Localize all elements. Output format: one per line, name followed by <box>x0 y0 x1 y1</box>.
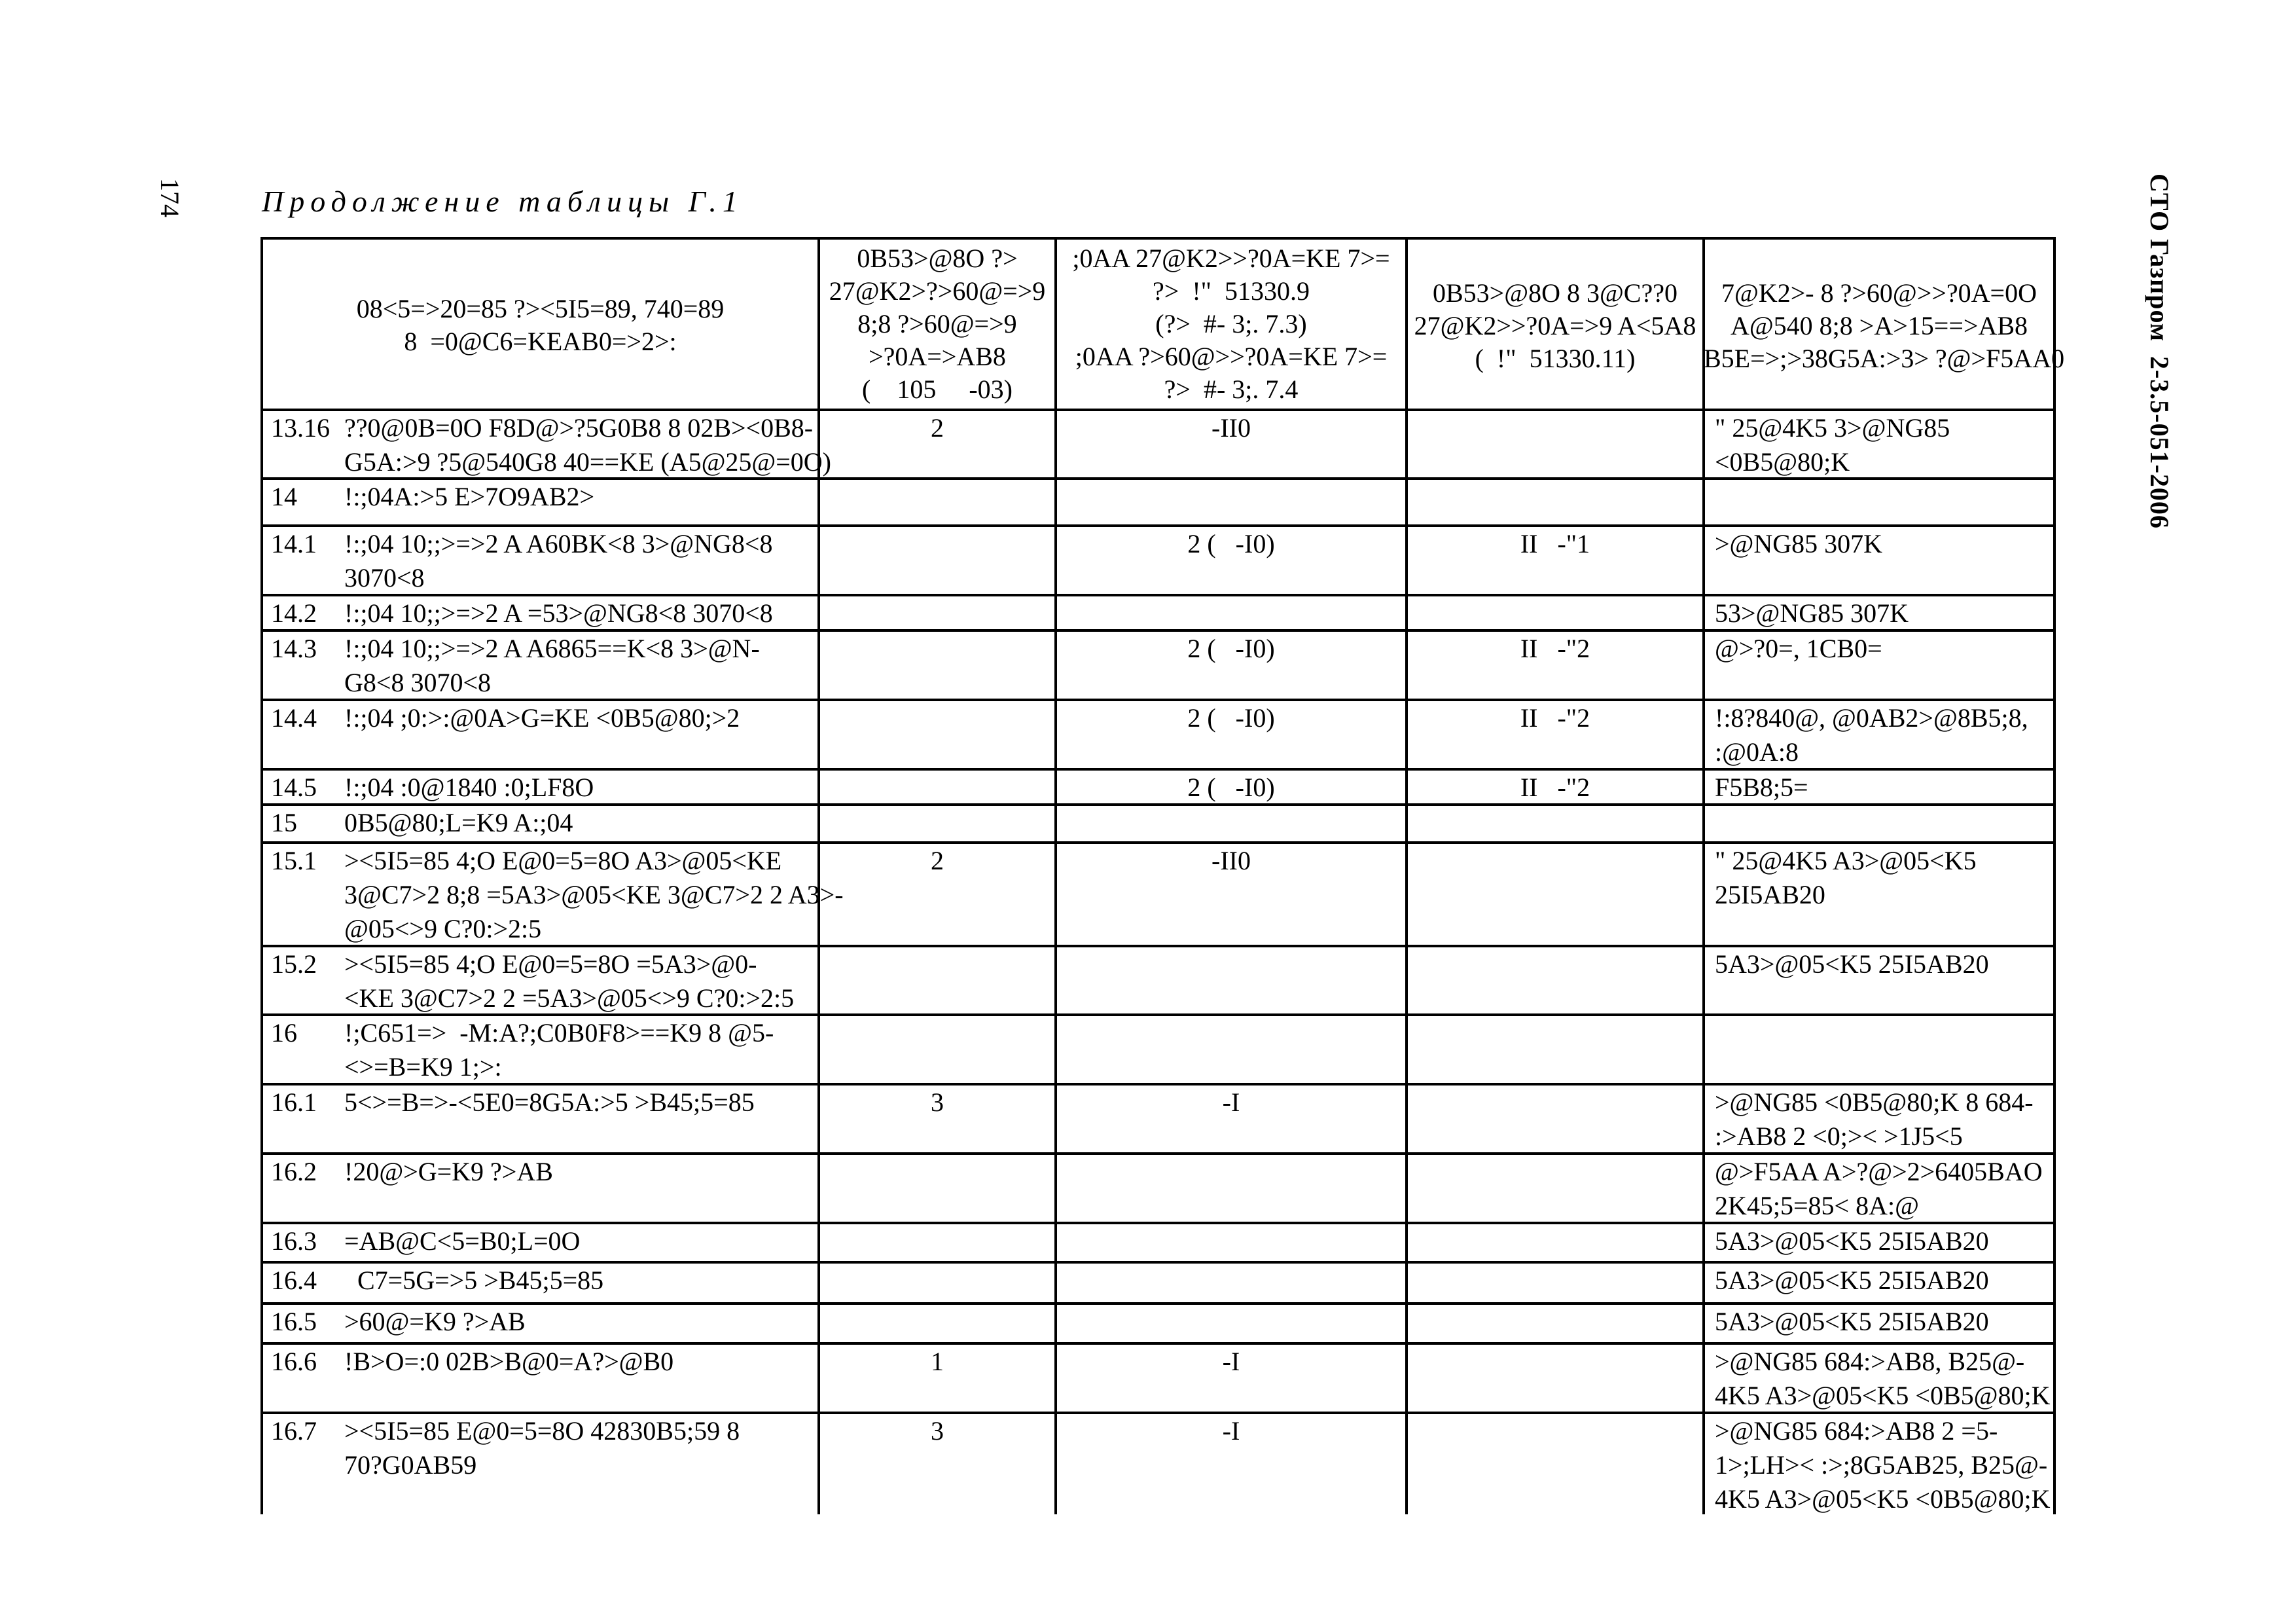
explosive-zone-class: 2 ( -I0) <box>1187 634 1275 663</box>
header-text-line: 27@K2>>?0A=>9 A<5A8 <box>1414 311 1696 340</box>
row-number: 14.2 <box>271 598 317 628</box>
row-name-line: 3@C7>2 8;8 =5A3>@05<KE 3@C7>2 2 A3>- <box>344 880 844 909</box>
header-text-line: 27@K2>?>60@=>9 <box>829 276 1046 306</box>
header-text-line: B5E=>;>38G5A:>3> ?@>F5AA0 <box>1704 344 2065 373</box>
explosive-zone-class: -I <box>1222 1416 1240 1446</box>
header-text-line: 7@K2>- 8 ?>60@>>?0A=0O <box>1721 278 2037 308</box>
table-grid-line <box>2053 237 2056 1514</box>
explosive-zone-class: -II0 <box>1211 846 1251 875</box>
substance-description-line: >@NG85 307K <box>1715 529 1883 558</box>
header-text-line: 8;8 ?>60@=>9 <box>857 309 1017 338</box>
row-name-line: !20@>G=K9 ?>AB <box>344 1157 553 1186</box>
substance-description <box>1715 701 2028 769</box>
substance-description <box>1715 771 1808 805</box>
row-number: 16.2 <box>271 1157 317 1186</box>
explosive-mixture-category: II -"2 <box>1520 773 1590 802</box>
substance-description-line: 5A3>@05<K5 25I5AB20 <box>1715 1307 1989 1336</box>
row-name <box>344 701 740 735</box>
row-name-line: !:;04 10;;>=>2 A A6865==K<8 3>@N- <box>344 634 760 663</box>
header-text-line: A@540 8;8 >A>15==>AB8 <box>1730 311 2028 340</box>
substance-description <box>1715 527 1882 561</box>
document-code: СТО Газпром 2-3.5-051-2006 <box>2145 173 2174 529</box>
row-name-line: =AB@C<5=B0;L=0O <box>344 1226 581 1256</box>
row-number: 15.2 <box>271 949 317 979</box>
row-number: 14.4 <box>271 703 317 733</box>
table-grid-line <box>260 237 2056 240</box>
header-text-line: 08<5=>20=85 ?><5I5=89, 740=89 <box>356 294 725 323</box>
row-name-line: ??0@0B=0O F8D@>?5G0B8 8 02B><0B8- <box>344 413 814 443</box>
substance-description <box>1715 632 1882 666</box>
explosive-mixture-category: II -"2 <box>1520 703 1590 733</box>
substance-description <box>1715 1224 1989 1258</box>
substance-description <box>1715 1345 2050 1413</box>
row-name-line: G8<8 3070<8 <box>344 668 492 697</box>
substance-description-line: 5A3>@05<K5 25I5AB20 <box>1715 1226 1989 1256</box>
substance-description-line: @>?0=, 1CB0= <box>1715 634 1882 663</box>
row-number: 14.1 <box>271 529 317 558</box>
substance-description-line: 1>;LH>< :>;8G5AB25, B25@- <box>1715 1450 2048 1480</box>
table-grid-line <box>260 237 263 1514</box>
substance-description-line: !:8?840@, @0AB2>@8B5;8, <box>1715 703 2028 733</box>
row-name-line: !:;04 ;0:>:@0A>G=KE <0B5@80;>2 <box>344 703 740 733</box>
row-name-line: !:;04 10;;>=>2 A A60BK<8 3>@NG8<8 <box>344 529 773 558</box>
substance-description-line: :>AB8 2 <0;>< >1J5<5 <box>1715 1122 1963 1151</box>
header-text-line: 8 =0@C6=KEAB0=>2>: <box>404 327 677 356</box>
substance-description-line: " 25@4K5 A3>@05<K5 <box>1715 846 1977 875</box>
row-name <box>344 771 594 805</box>
header-text-line: 0B53>@8O 8 3@C??0 <box>1433 278 1677 308</box>
row-name <box>344 947 794 1015</box>
explosive-zone-class: -II0 <box>1211 413 1251 443</box>
explosive-zone-class: -I <box>1222 1347 1240 1376</box>
row-name <box>344 1345 673 1379</box>
header-text-line: 0B53>@8O ?> <box>857 244 1018 273</box>
substance-description-line: 5A3>@05<K5 25I5AB20 <box>1715 949 1989 979</box>
explosive-zone-class: 2 ( -I0) <box>1187 773 1275 802</box>
header-text-line: >?0A=>AB8 <box>869 342 1006 371</box>
explosive-zone-class: 2 ( -I0) <box>1187 703 1275 733</box>
row-name-line: ><5I5=85 E@0=5=8O 42830B5;59 8 <box>344 1416 740 1446</box>
row-number: 15.1 <box>271 846 317 875</box>
row-number: 13.16 <box>271 413 330 443</box>
row-name-line: !;C651=> -M:A?;C0B0F8>==K9 8 @5- <box>344 1018 774 1048</box>
row-name <box>344 1305 526 1339</box>
row-name-line: ><5I5=85 4;O E@0=5=8O =5A3>@0- <box>344 949 757 979</box>
row-name-line: 70?G0AB59 <box>344 1450 477 1480</box>
row-name-line: ><5I5=85 4;O E@0=5=8O A3>@05<KE <box>344 846 782 875</box>
substance-description-line: >@NG85 <0B5@80;K 8 684- <box>1715 1087 2034 1117</box>
table-continuation-title: Продолжение таблицы Г.1 <box>262 185 744 218</box>
substance-description <box>1715 844 1977 912</box>
row-name <box>344 632 760 700</box>
substance-description-line: " 25@4K5 3>@NG85 <box>1715 413 1950 443</box>
page-number: 174 <box>155 178 185 217</box>
row-number: 16 <box>271 1018 297 1048</box>
row-name-line: !:;04 10;;>=>2 A =53>@NG8<8 3070<8 <box>344 598 773 628</box>
row-number: 16.7 <box>271 1416 317 1446</box>
row-name <box>344 1016 774 1084</box>
substance-description-line: 4K5 A3>@05<K5 <0B5@80;K <box>1715 1381 2051 1410</box>
substance-description-line: 53>@NG85 307K <box>1715 598 1909 628</box>
header-cell-4 <box>1407 277 1704 375</box>
row-name-line: 3070<8 <box>344 563 425 593</box>
row-name <box>344 596 773 630</box>
substance-description <box>1715 596 1909 630</box>
row-name <box>344 480 594 514</box>
row-name-line: >60@=K9 ?>AB <box>344 1307 526 1336</box>
row-number: 14 <box>271 482 297 511</box>
row-name <box>344 1224 580 1258</box>
row-name <box>344 1264 603 1298</box>
row-name <box>344 1085 755 1120</box>
fire-hazard-category: 2 <box>931 846 944 875</box>
header-cell-3 <box>1056 242 1407 406</box>
substance-description-line: F5B8;5= <box>1715 773 1808 802</box>
row-name-line: 5<>=B=>-<5E0=8G5A:>5 >B45;5=85 <box>344 1087 755 1117</box>
row-number: 14.3 <box>271 634 317 663</box>
table-grid-line <box>1702 237 1705 1514</box>
header-cell-1 <box>262 293 819 358</box>
row-name-line: <KE 3@C7>2 2 =5A3>@05<>9 C?0:>2:5 <box>344 983 795 1013</box>
substance-description <box>1715 1155 2043 1223</box>
substance-description <box>1715 1414 2050 1516</box>
substance-description-line: :@0A:8 <box>1715 737 1799 767</box>
header-text-line: ?> #- 3;. 7.4 <box>1164 374 1299 404</box>
substance-description <box>1715 1305 1989 1339</box>
substance-description-line: 5A3>@05<K5 25I5AB20 <box>1715 1266 1989 1295</box>
substance-description-line: 25I5AB20 <box>1715 880 1825 909</box>
row-name <box>344 527 772 595</box>
header-text-line: ;0AA ?>60@>>?0A=KE 7>= <box>1075 342 1388 371</box>
row-name-line: !B>O=:0 02B>B@0=A?>@B0 <box>344 1347 674 1376</box>
row-name-line: !:;04A:>5 E>7O9AB2> <box>344 482 595 511</box>
substance-description <box>1715 1264 1989 1298</box>
row-number: 16.3 <box>271 1226 317 1256</box>
substance-description-line: >@NG85 684:>AB8 2 =5- <box>1715 1416 1998 1446</box>
substance-description-line: @>F5AA A>?@>2>6405BAO <box>1715 1157 2043 1186</box>
row-number: 16.5 <box>271 1307 317 1336</box>
explosive-mixture-category: II -"2 <box>1520 634 1590 663</box>
fire-hazard-category: 3 <box>931 1416 944 1446</box>
row-name-line: 0B5@80;L=K9 A:;04 <box>344 808 573 837</box>
row-number: 16.6 <box>271 1347 317 1376</box>
header-text-line: ( 105 -03) <box>862 374 1013 404</box>
substance-description-line: >@NG85 684:>AB8, B25@- <box>1715 1347 2025 1376</box>
header-text-line: (?> #- 3;. 7.3) <box>1155 309 1307 338</box>
header-cell-5 <box>1704 277 2065 375</box>
header-text-line: ?> !" 51330.9 <box>1153 276 1310 306</box>
row-name-line: C7=5G=>5 >B45;5=85 <box>344 1266 604 1295</box>
explosive-zone-class: -I <box>1222 1087 1240 1117</box>
explosive-mixture-category: II -"1 <box>1520 529 1590 558</box>
fire-hazard-category: 2 <box>931 413 944 443</box>
row-number: 16.4 <box>271 1266 317 1295</box>
substance-description-line: 4K5 A3>@05<K5 <0B5@80;K <box>1715 1484 2051 1514</box>
substance-description-line: <0B5@80;K <box>1715 447 1850 477</box>
row-name-line: !:;04 :0@1840 :0;LF8O <box>344 773 594 802</box>
row-name <box>344 806 573 840</box>
header-cell-2 <box>819 242 1056 406</box>
row-name <box>344 411 831 479</box>
header-text-line: ( !" 51330.11) <box>1475 344 1636 373</box>
row-number: 16.1 <box>271 1087 317 1117</box>
row-number: 15 <box>271 808 297 837</box>
fire-hazard-category: 1 <box>931 1347 944 1376</box>
substance-description-line: 2K45;5=85< 8A:@ <box>1715 1191 1919 1220</box>
substance-description <box>1715 947 1989 981</box>
explosive-zone-class: 2 ( -I0) <box>1187 529 1275 558</box>
substance-description <box>1715 1085 2034 1154</box>
row-name-line: <>=B=K9 1;>: <box>344 1052 502 1082</box>
row-name <box>344 1414 740 1482</box>
substance-description <box>1715 411 1950 479</box>
header-text-line: ;0AA 27@K2>>?0A=KE 7>= <box>1072 244 1390 273</box>
row-name <box>344 844 844 946</box>
row-number: 14.5 <box>271 773 317 802</box>
fire-hazard-category: 3 <box>931 1087 944 1117</box>
row-name-line: @05<>9 C?0:>2:5 <box>344 914 542 943</box>
row-name-line: G5A:>9 ?5@540G8 40==KE (A5@25@=0O) <box>344 447 832 477</box>
row-name <box>344 1155 553 1189</box>
